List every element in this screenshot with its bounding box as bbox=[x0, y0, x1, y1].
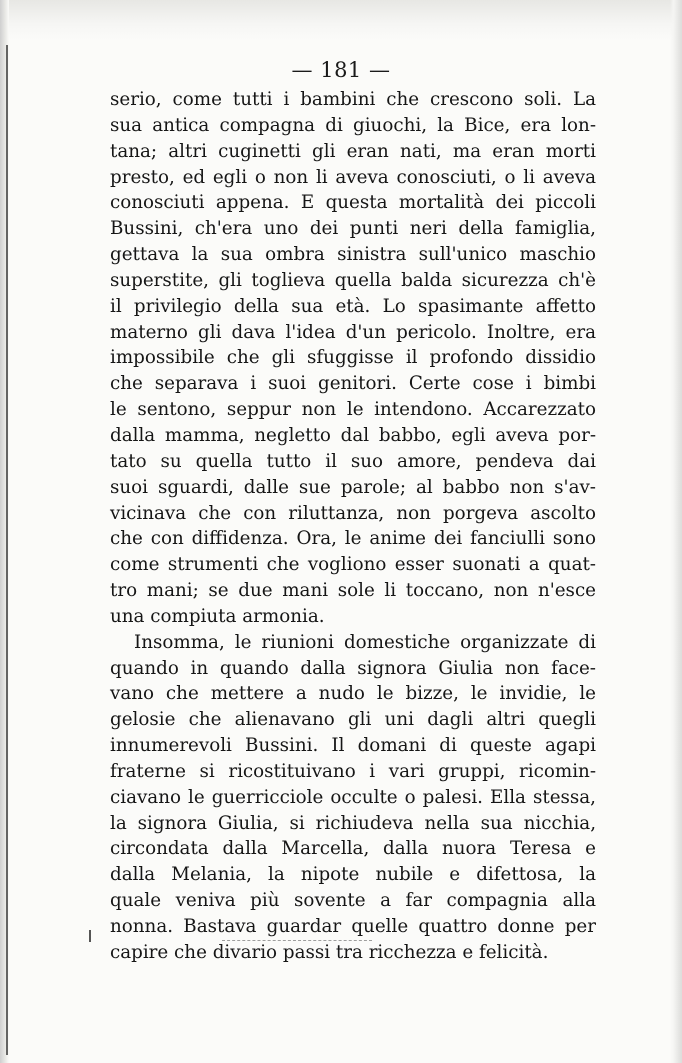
text-line: tana; altri cuginetti gli eran nati, ma eran morti bbox=[110, 140, 596, 162]
text-line: superstite, gli toglieva quella balda sicurezza ch'è bbox=[110, 269, 596, 291]
page-number: — 181 — bbox=[291, 58, 391, 82]
text-line: vicinava che con riluttanza, non porgeva ascolto bbox=[110, 502, 596, 524]
text-line: una compiuta armonia. bbox=[110, 605, 325, 627]
page-top-shading bbox=[0, 0, 682, 40]
text-line: quale veniva più sovente a far compagnia alla bbox=[110, 890, 596, 912]
text-line: tato su quella tutto il suo amore, pendeva dai bbox=[110, 450, 596, 472]
text-line: vano che mettere a nudo le bizze, le invidie, le bbox=[110, 683, 596, 705]
body-text bbox=[110, 87, 596, 966]
text-line: innumerevoli Bussini. Il domani di queste agapi bbox=[110, 735, 596, 757]
text-line: circondata dalla Marcella, dalla nuora Teresa e bbox=[110, 838, 596, 860]
text-line: nonna. Bastava guardar quelle quattro donne per bbox=[110, 916, 596, 937]
text-line: le sentono, seppur non le intendono. Accarezzato bbox=[110, 399, 596, 421]
text-line: materno gli dava l'idea d'un pericolo. Inoltre, era bbox=[110, 321, 596, 343]
text-line: gettava la sua ombra sinistra sull'unico maschio bbox=[110, 244, 596, 266]
text-line: tro mani; se due mani sole li toccano, non n'esce bbox=[110, 580, 596, 602]
binding-line bbox=[6, 45, 8, 1055]
text-line: suoi sguardi, dalle sue parole; al babbo non s'av- bbox=[110, 476, 596, 498]
pencil-underline bbox=[222, 939, 372, 941]
text-line: gelosie che alienavano gli uni dagli altri quegli bbox=[110, 709, 596, 731]
text-line: che separava i suoi genitori. Certe cose i bimbi bbox=[110, 373, 596, 395]
text-line: dalla mamma, negletto dal babbo, egli aveva por- bbox=[110, 424, 596, 446]
text-line: serio, come tutti i bambini che crescono soli. La bbox=[110, 89, 596, 110]
text-line: Bussini, ch'era uno dei punti neri della famiglia, bbox=[110, 218, 596, 240]
page-right-edge bbox=[670, 0, 682, 1063]
text-line: presto, ed egli o non li aveva conosciuti, o li aveva bbox=[110, 166, 596, 188]
text-line: conosciuti appena. E questa mortalità dei piccoli bbox=[110, 192, 596, 214]
text-line: fraterne si ricostituivano i vari gruppi, ricomin- bbox=[110, 760, 596, 782]
text-line: capire che divario passi tra ricchezza e felicità. bbox=[110, 941, 549, 963]
text-line: sua antica compagna di giuochi, la Bice, era lon- bbox=[110, 114, 596, 136]
text-line: che con diffidenza. Ora, le anime dei fanciulli sono bbox=[110, 528, 596, 550]
text-line: il privilegio della sua età. Lo spasimante affetto bbox=[110, 295, 596, 317]
text-line: impossibile che gli sfuggisse il profondo dissidio bbox=[110, 347, 596, 369]
text-line: dalla Melania, la nipote nubile e difettosa, la bbox=[110, 864, 596, 886]
text-line: ciavano le guerricciole occulte o palesi. Ella stessa, bbox=[110, 786, 596, 808]
text-line: Insomma, le riunioni domestiche organizzate di bbox=[134, 631, 596, 653]
text-line: come strumenti che vogliono esser suonati a quat- bbox=[110, 554, 596, 576]
text-line: la signora Giulia, si richiudeva nella sua nicchia, bbox=[110, 812, 596, 834]
margin-mark bbox=[89, 930, 91, 942]
text-line: quando in quando dalla signora Giulia non face- bbox=[110, 657, 596, 679]
